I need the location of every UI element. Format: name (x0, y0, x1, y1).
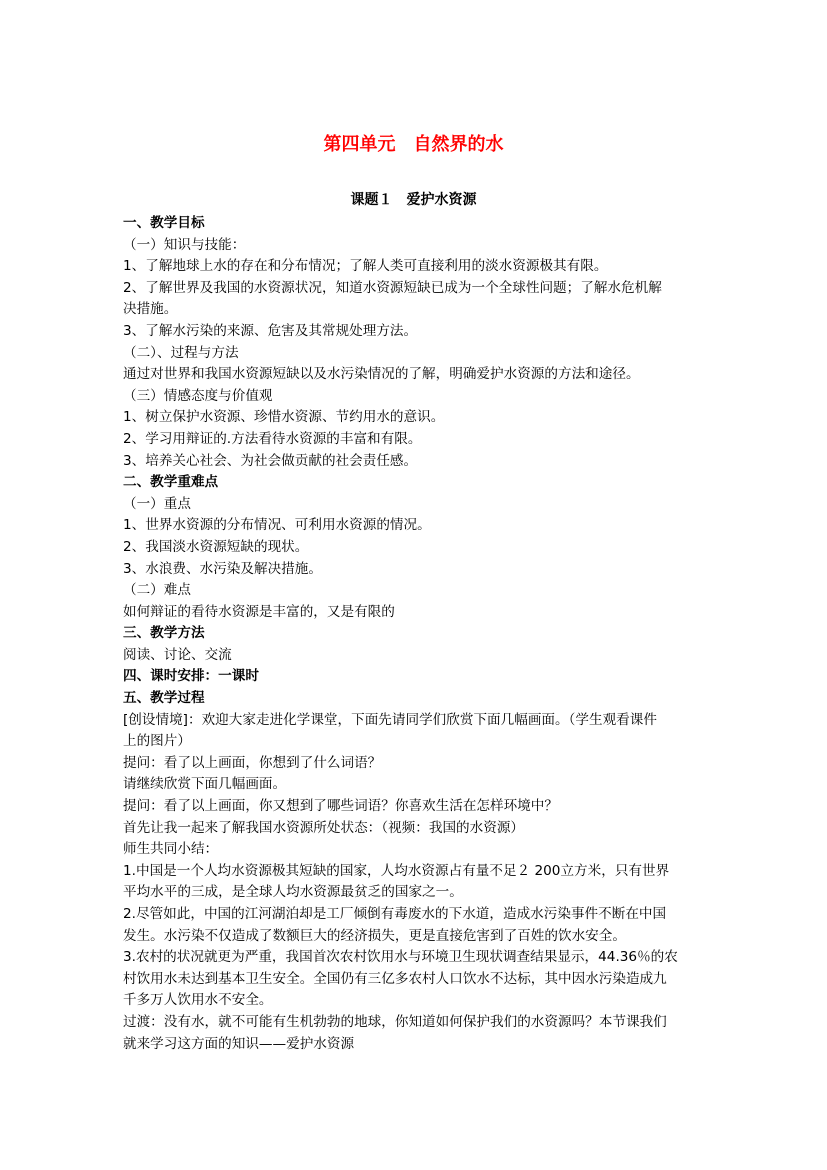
body-text-line: 1、树立保护水资源、珍惜水资源、节约用水的意识。 (123, 409, 445, 426)
body-text-line: 2、了解世界及我国的水资源状况，知道水资源短缺已成为一个全球性问题；了解水危机解 (123, 279, 662, 296)
document-body (123, 213, 709, 1055)
section-heading: 五、教学过程 (123, 690, 205, 707)
body-text-line: 1.中国是一个人均水资源极其短缺的国家，人均水资源占有量不足２ 200立方米，只有世界 (123, 862, 670, 879)
body-text-line: 村饮用水未达到基本卫生安全。全国仍有三亿多农村人口饮水不达标，其中因水污染造成九 (123, 970, 667, 987)
body-text-line: （一）重点 (123, 495, 191, 512)
body-text-line: 决措施。 (123, 301, 178, 318)
body-text-line: 3.农村的状况就更为严重，我国首次农村饮用水与环境卫生现状调查结果显示，44.36％的农 (123, 949, 678, 966)
section-heading: 三、教学方法 (123, 625, 205, 642)
body-text-line: 千多万人饮用水不安全。 (123, 992, 273, 1009)
body-text-line: 请继续欣赏下面几幅画面。 (123, 776, 287, 793)
body-text-line: 提问：看了以上画面，你又想到了哪些词语？你喜欢生活在怎样环境中？ (123, 798, 558, 815)
section-heading: 一、教学目标 (123, 215, 205, 231)
body-text-line: （二）难点 (123, 582, 191, 599)
body-text-line: 3、水浪费、水污染及解决措施。 (123, 560, 322, 577)
body-text-line: 2.尽管如此，中国的江河湖泊却是工厂倾倒有毒废水的下水道，造成水污染事件不断在中国 (123, 906, 667, 922)
body-text-line: 师生共同小结： (123, 841, 219, 858)
body-text-line: （一）知识与技能： (123, 236, 246, 253)
body-text-line: 2、学习用辩证的.方法看待水资源的丰富和有限。 (123, 430, 422, 447)
body-text-line: 1、世界水资源的分布情况、可利用水资源的情况。 (123, 517, 431, 534)
body-text-line: 上的图片） (123, 733, 191, 750)
lesson-title: 课题１ 爱护水资源 (350, 192, 477, 208)
section-heading: 四、课时安排：一课时 (123, 668, 259, 685)
section-heading: 二、教学重难点 (123, 474, 219, 491)
unit-title: 第四单元 自然界的水 (323, 134, 504, 155)
body-text-line: 1、了解地球上水的存在和分布情况；了解人类可直接利用的淡水资源极其有限。 (123, 258, 608, 275)
body-text-line: 平均水平的三成，是全球人均水资源最贫乏的国家之一。 (123, 884, 463, 901)
body-text-line: （二）、过程与方法 (123, 344, 239, 361)
body-text-line: 提问：看了以上画面，你想到了什么词语？ (123, 754, 382, 771)
body-text-line: 首先让我一起来了解我国水资源所处状态：（视频：我国的水资源） (123, 819, 525, 836)
body-text-line: 如何辩证的看待水资源是丰富的，又是有限的 (123, 603, 395, 620)
body-text-line: 2、我国淡水资源短缺的现状。 (123, 538, 309, 555)
body-text-line: 3、了解水污染的来源、危害及其常规处理方法。 (123, 322, 418, 339)
body-text-line: （三）情感态度与价值观 (123, 387, 273, 404)
body-text-line: 发生。水污染不仅造成了数额巨大的经济损失，更是直接危害到了百姓的饮水安全。 (123, 927, 626, 944)
body-text-line: [创设情境]：欢迎大家走进化学课堂，下面先请同学们欣赏下面几幅画面。（学生观看课件 (123, 711, 657, 728)
body-text-line: 阅读、讨论、交流 (123, 646, 232, 663)
body-text-line: 过渡：没有水，就不可能有生机勃勃的地球，你知道如何保护我们的水资源吗？本节课我们 (123, 1013, 667, 1030)
body-text-line: 就来学习这方面的知识——爱护水资源 (123, 1035, 355, 1052)
body-text-line: 通过对世界和我国水资源短缺以及水污染情况的了解，明确爱护水资源的方法和途径。 (123, 366, 640, 383)
body-text-line: 3、培养关心社会、为社会做贡献的社会责任感。 (123, 452, 418, 469)
